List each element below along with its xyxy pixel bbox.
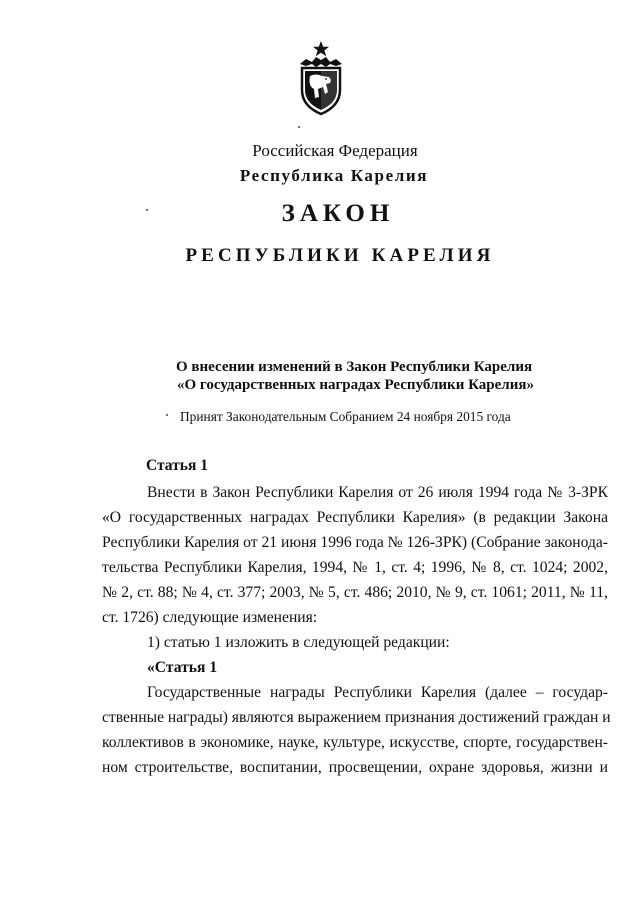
law-subject-line: «О государственных наградах Республики Карелия»: [177, 377, 534, 393]
paragraph-line: коллективов в экономике, науке, культуре, искусстве, спорте, государствен-: [102, 734, 608, 751]
article-body: [102, 480, 611, 780]
scan-speck: [166, 414, 168, 416]
paragraph-line: Государственные награды Республики Карелия (далее – государ-: [147, 684, 608, 701]
paragraph-line: «О государственных наградах Республики Карелия» (в редакции Закона: [102, 509, 608, 526]
country-name: Российская Федерация: [252, 141, 418, 160]
paragraph-line: тельства Республики Карелия, 1994, № 1, ст. 4; 1996, № 8, ст. 1024; 2002,: [102, 559, 608, 576]
paragraph-line: «Статья 1: [147, 659, 218, 676]
paragraph-line: ственные награды) являются выражением признания достижений граждан и: [102, 709, 611, 726]
paragraph-line: Республики Карелия от 21 июня 1996 года № 126-ЗРК) (Собрание законода-: [102, 534, 608, 551]
document-subtitle: РЕСПУБЛИКИ КАРЕЛИЯ: [185, 245, 495, 266]
paragraph-line: ст. 1726) следующие изменения:: [102, 609, 318, 626]
adoption-note: Принят Законодательным Собранием 24 ноября 2015 года: [180, 409, 511, 424]
karelia-coat-of-arms-icon: [296, 40, 346, 116]
paragraph-line: ном строительстве, воспитании, просвещении, охране здоровья, жизни и: [102, 759, 608, 776]
paragraph-line: № 2, ст. 88; № 4, ст. 377; 2003, № 5, ст. 486; 2010, № 9, ст. 1061; 2011, № 11,: [102, 584, 608, 601]
law-subject: [176, 358, 536, 394]
law-subject-line: О внесении изменений в Закон Республики Карелия: [176, 359, 533, 375]
paragraph-line: 1) статью 1 изложить в следующей редакции:: [147, 634, 450, 651]
article-heading: Статья 1: [146, 457, 208, 474]
scan-speck: [146, 209, 148, 211]
paragraph-line: Внести в Закон Республики Карелия от 26 июля 1994 года № 3-ЗРК: [147, 484, 608, 501]
republic-name: Республика Карелия: [239, 166, 429, 185]
scan-speck: [298, 126, 300, 128]
document-title: ЗАКОН: [281, 200, 395, 227]
